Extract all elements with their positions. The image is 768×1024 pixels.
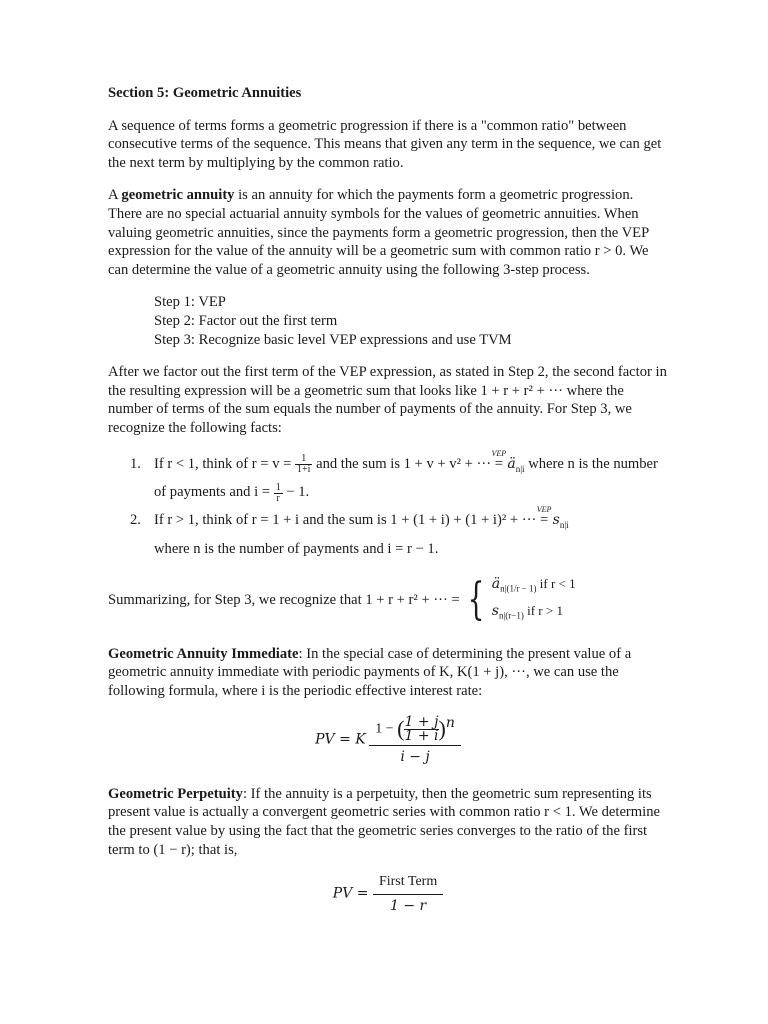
term-geometric-annuity: geometric annuity <box>121 187 235 204</box>
formula-lhs: PV = K <box>315 731 366 748</box>
document-page <box>108 84 668 933</box>
step-list <box>154 293 668 349</box>
inner-numerator: 1 + j <box>404 714 439 731</box>
summary-lead: Summarizing, for Step 3, we recognize that 1 + r + r² + ··· = <box>108 591 460 608</box>
fraction-denominator: r <box>276 492 280 504</box>
vep-equals <box>536 505 552 532</box>
paragraph-geometric-perpetuity <box>108 785 668 859</box>
annuity-due-symbol: ä <box>502 455 516 472</box>
paragraph-geometric-progression: A sequence of terms forms a geometric progression if there is a "common ratio" between consecutive terms of the sequence. This means that given any term in the sequence, we can get the next term by multiplying by the common ratio. <box>108 117 662 171</box>
para2-prefix: A <box>108 187 122 204</box>
left-brace-icon: { <box>467 573 485 625</box>
fact-number: 2. <box>130 512 141 529</box>
annuity-subscript: n|(1/r − 1) <box>500 583 537 594</box>
formula-denominator: 1 − r <box>389 897 427 914</box>
fact-item-2 <box>130 505 668 561</box>
facts-list <box>108 448 668 562</box>
case-condition: if r > 1 <box>523 602 563 618</box>
paragraph-factor-first-term: After we factor out the first term of the VEP expression, as stated in Step 2, the second factor in the resulting expression will be a geometric sum that looks like 1 + r + r² + ··· where the number of terms of the sum equals the number of payments of the annuity. For Step 3, we recognize the following facts: <box>108 364 667 436</box>
step-item: Step 2: Factor out the first term <box>154 312 338 329</box>
fraction-numerator: 1 <box>275 481 281 493</box>
exponent: n <box>445 715 455 732</box>
annuity-subscript: n|i <box>559 520 569 531</box>
fact-text-e: − 1. <box>282 484 310 501</box>
summary-case-2 <box>491 602 563 621</box>
annuity-subscript: n|i <box>515 463 525 474</box>
case-condition: if r < 1 <box>536 576 576 592</box>
fact-item-1 <box>130 448 668 505</box>
gai-text: : In the special case of determining the present value of a geometric annuity immediate with periodic payments of K, K(1 + j), ···, we can use the following formula, where i is the periodic effective interest rate: <box>108 645 632 699</box>
annuity-due-symbol: ä <box>491 576 501 593</box>
fact-number: 1. <box>130 455 141 472</box>
summary-case-1 <box>491 576 576 594</box>
gp-text: : If the annuity is a perpetuity, then the geometric sum representing its present value is actually a convergent geometric series with common ratio r < 1. We determine the present value by using the fact that the geometric series converges to the ratio of the first term to (1 − r); that is, <box>108 785 660 858</box>
term-geometric-perpetuity: Geometric Perpetuity <box>108 785 243 802</box>
formula-lhs: PV = <box>332 885 373 902</box>
fraction-denominator: 1+i <box>297 463 311 475</box>
formula-annuity-immediate <box>108 714 668 767</box>
vep-equals <box>491 448 507 476</box>
inner-denominator: 1 + i <box>404 728 439 745</box>
fraction-i <box>274 483 283 504</box>
fraction-v <box>295 454 312 475</box>
formula-denominator: i − j <box>400 749 430 766</box>
step-item: Step 1: VEP <box>154 294 226 311</box>
paragraph-geometric-annuity <box>108 186 668 279</box>
fact-text-a: If r > 1, think of r = 1 + i and the sum is 1 + (1 + i) + (1 + i)² + ··· <box>154 512 540 529</box>
equals-sign: = <box>494 455 503 472</box>
fact-text-a: If r < 1, think of r = v = <box>154 455 296 472</box>
formula-fraction <box>373 873 443 915</box>
formula-fraction <box>369 714 461 767</box>
inner-fraction <box>404 716 438 743</box>
vep-label: VEP <box>491 448 507 458</box>
formula-numerator: First Term <box>373 873 443 895</box>
fact-text-b: and the sum is 1 + v + v² + ··· <box>312 455 495 472</box>
equals-sign: = <box>539 512 549 529</box>
formula-perpetuity <box>108 873 668 915</box>
vep-label: VEP <box>536 505 552 515</box>
summary-cases <box>492 573 576 626</box>
term-geometric-annuity-immediate: Geometric Annuity Immediate <box>108 645 299 662</box>
paragraph-geometric-annuity-immediate <box>108 645 668 701</box>
step-item: Step 3: Recognize basic level VEP expressions and use TVM <box>154 331 512 348</box>
accumulation-symbol: s <box>548 512 560 529</box>
fact-text-d: where n is the number of payments and i = <box>154 455 658 501</box>
formula-numerator <box>369 714 461 746</box>
para2-rest: is an annuity for which the payments form a geometric progression. There are no special actuarial annuity symbols for the values of geometric annuities. When valuing geometric annuities, since the payments form a geometric progression, then the VEP expression for the value of the annuity will be a geometric sum with common ratio r > 0. We can determine the value of a geometric annuity using the following 3-step process. <box>108 187 649 278</box>
summary-line <box>108 573 668 626</box>
one-minus: 1 − <box>375 721 398 737</box>
section-title: Section 5: Geometric Annuities <box>108 85 302 101</box>
left-paren-icon: ( <box>397 716 405 742</box>
annuity-subscript: n|(r−1) <box>498 610 524 621</box>
fact-text-d: where n is the number of payments and i = r − 1. <box>154 541 439 558</box>
fraction-numerator: 1 <box>295 454 312 465</box>
right-paren-icon: ) <box>438 716 446 742</box>
accumulation-symbol: s <box>491 602 499 619</box>
